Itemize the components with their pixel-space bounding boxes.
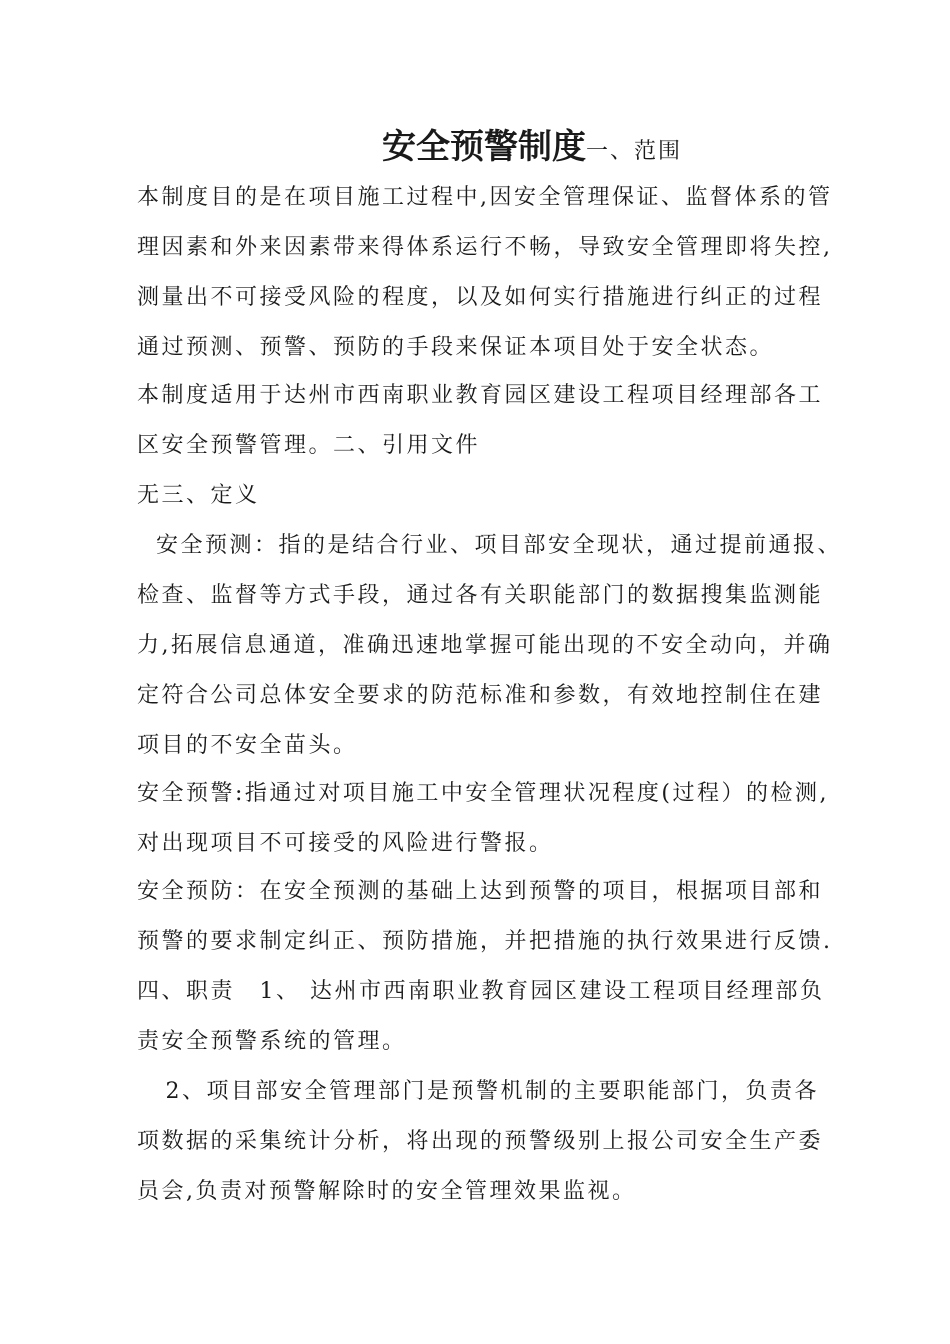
section-heading-scope: 一、范围 [586, 139, 683, 164]
text-line: 检查、监督等方式手段，通过各有关职能部门的数据搜集监测能 [137, 583, 824, 608]
text-line: 测量出不可接受风险的程度，以及如何实行措施进行纠正的过程 [137, 285, 824, 310]
text-line: 本制度目的是在项目施工过程中,因安全管理保证、监督体系的管 [137, 185, 833, 210]
text-line: 预警的要求制定纠正、预防措施，并把措施的执行效果进行反馈. [137, 929, 833, 954]
text-line: 安全预测：指的是结合行业、项目部安全现状，通过提前通报、 [137, 533, 842, 558]
text-line: 员会,负责对预警解除时的安全管理效果监视。 [137, 1179, 637, 1204]
text-line: 定符合公司总体安全要求的防范标准和参数，有效地控制住在建 [137, 683, 824, 708]
text-line: 无三、定义 [137, 483, 260, 508]
text-line: 安全预防：在安全预测的基础上达到预警的项目，根据项目部和 [137, 879, 824, 904]
title-line [382, 124, 682, 176]
text-line: 项数据的采集统计分析，将出现的预警级别上报公司安全生产委 [137, 1129, 824, 1154]
document-title: 安全预警制度 [382, 127, 586, 167]
text-line: 项目的不安全苗头。 [137, 733, 358, 758]
text-line: 四、职责 1、 达州市西南职业教育园区建设工程项目经理部负 [137, 979, 825, 1004]
text-line: 区安全预警管理。二、引用文件 [137, 433, 481, 458]
text-line: 本制度适用于达州市西南职业教育园区建设工程项目经理部各工 [137, 383, 824, 408]
text-line: 通过预测、预警、预防的手段来保证本项目处于安全状态。 [137, 335, 775, 360]
text-line: 2、项目部安全管理部门是预警机制的主要职能部门，负责各 [137, 1079, 819, 1104]
text-line: 力,拓展信息通道，准确迅速地掌握可能出现的不安全动向，并确 [137, 633, 833, 658]
text-line: 对出现项目不可接受的风险进行警报。 [137, 831, 554, 856]
text-line: 责安全预警系统的管理。 [137, 1029, 407, 1054]
text-line: 理因素和外来因素带来得体系运行不畅，导致安全管理即将失控, [137, 235, 833, 260]
text-line: 安全预警:指通过对项目施工中安全管理状况程度(过程）的检测, [137, 781, 829, 806]
